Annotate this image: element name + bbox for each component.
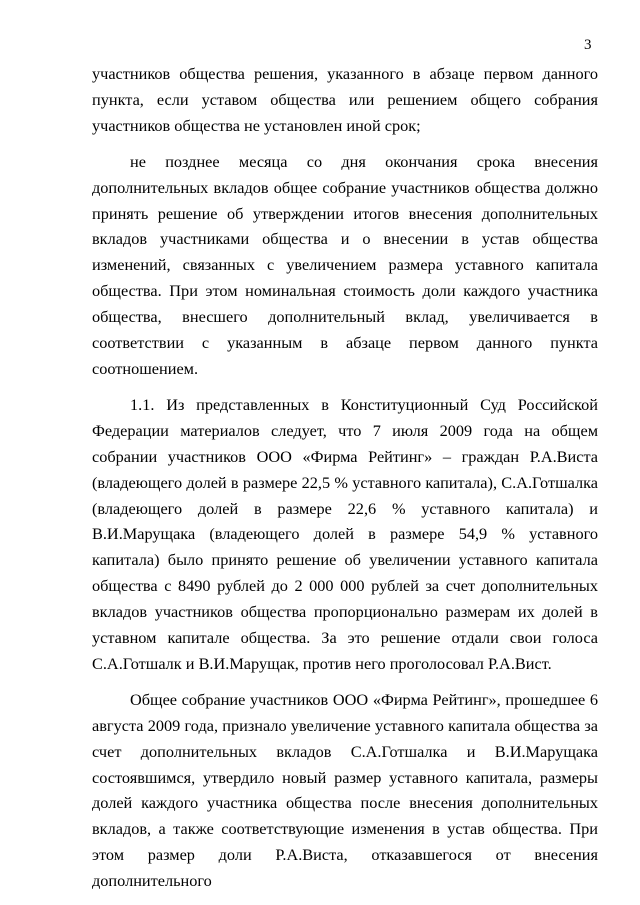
document-body — [92, 61, 598, 894]
paragraph-section-1-1: 1.1. Из представленных в Конституционный Суд Российской Федерации материалов следует, что 7 июля 2009 года на общем собрании участников ООО «Фирма Рейтинг» – граждан Р.А.Виста (владеющего долей в размере 22,5 % уставного капитала), С.А.Готшалка (владеющего долей в размере 22,6 % уставного капитала) и В.И.Марущака (владеющего долей в размере 54,9 % уставного капитала) было принято решение об увеличении уставного капитала общества с 8490 рублей до 2 000 000 рублей за счет дополнительных вкладов участников общества пропорционально размерам их долей в уставном капитале общества. За это решение отдали свои голоса С.А.Готшалк и В.И.Марущак, против него проголосовал Р.А.Вист. — [92, 394, 598, 673]
paragraph-general-meeting: Общее собрание участников ООО «Фирма Рейтинг», прошедшее 6 августа 2009 года, признало увеличение уставного капитала общества за счет дополнительных вкладов С.А.Готшалка и В.И.Марущака состоявшимся, утвердило новый размер уставного капитала, размеры долей каждого участника общества после внесения дополнительных вкладов, а также соответствующие изменения в устав общества. При этом размер доли Р.А.Виста, отказавшегося от внесения дополнительного — [92, 689, 598, 891]
page-number: 3 — [584, 37, 592, 53]
paragraph-continuation: участников общества решения, указанного в абзаце первом данного пункта, если уставом общества или решением общего собрания участников общества не установлен иной срок; — [92, 64, 598, 135]
paragraph-additional-contributions-deadline: не позднее месяца со дня окончания срока внесения дополнительных вкладов общее собрание участников общества должно принять решение об утверждении итогов внесения дополнительных вкладов участниками общества и о внесении в устав общества изменений, связанных с увеличением размера уставного капитала общества. При этом номинальная стоимость доли каждого участника общества, внесшего дополнительный вклад, увеличивается в соответствии с указанным в абзаце первом данного пункта соотношением. — [92, 151, 598, 378]
